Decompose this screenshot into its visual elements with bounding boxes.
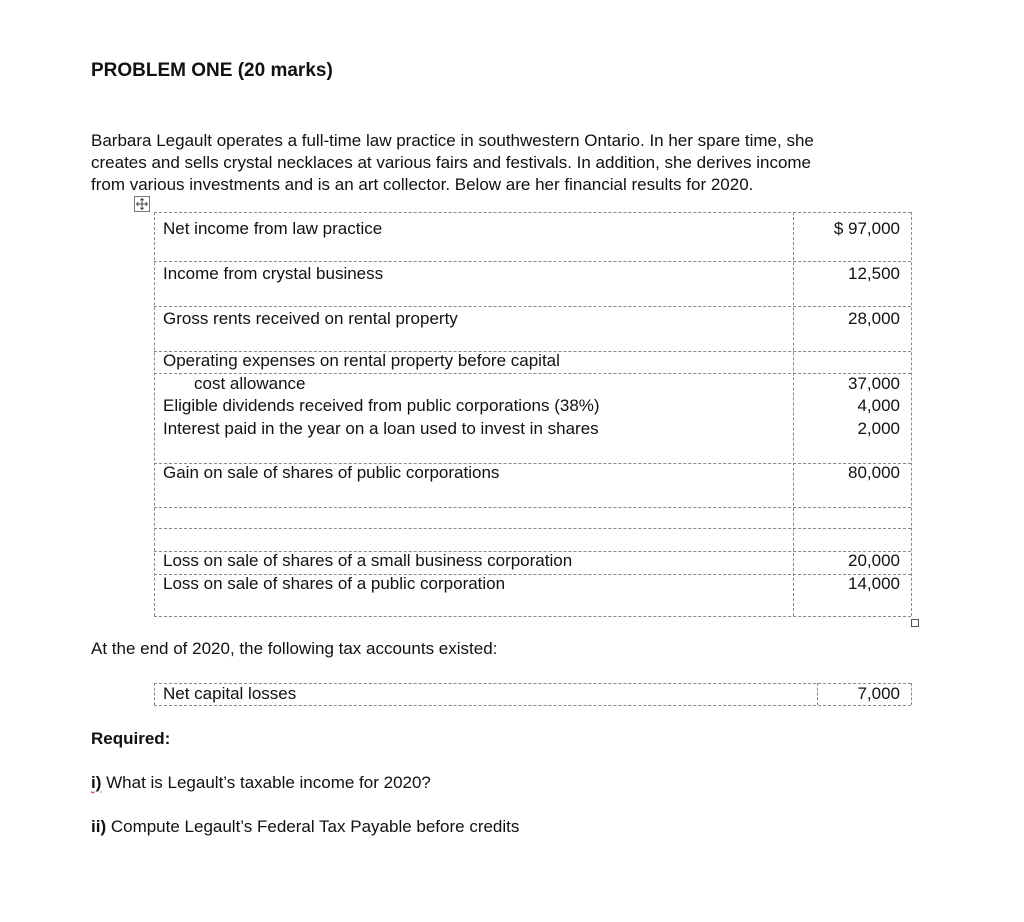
intro-paragraph [91,130,921,196]
table-row-value: 20,000 [848,551,900,570]
table-row-label: Operating expenses on rental property before capital [163,351,560,370]
question-2-text: Compute Legault’s Federal Tax Payable before credits [106,817,520,836]
table-row-label: Eligible dividends received from public corporations (38%) [163,396,600,415]
table-row-label: Gross rents received on rental property [163,309,458,328]
table-row-value: 80,000 [848,463,900,482]
table-row-value: 37,000 [848,374,900,393]
intro-line: Barbara Legault operates a full-time law practice in southwestern Ontario. In her spare time, she [91,131,814,150]
question-1-number: i) [91,773,102,792]
table-row-value: 2,000 [857,419,900,438]
table-resize-handle[interactable] [911,619,919,627]
required-heading: Required: [91,729,171,748]
table-row-label: Income from crystal business [163,264,384,283]
table-row-value: 28,000 [848,309,900,328]
table-row-value: $ 97,000 [833,219,900,238]
table-row-label: Net capital losses [163,684,297,703]
table-row-value: 14,000 [848,574,900,593]
table-row-value: 7,000 [857,684,900,703]
table-row-label-continuation: cost allowance [194,374,306,393]
tax-accounts-intro: At the end of 2020, the following tax accounts existed: [91,639,498,658]
table-row-label: Gain on sale of shares of public corporations [163,463,500,482]
table-row-label: Interest paid in the year on a loan used to invest in shares [163,419,599,438]
table-row-label: Loss on sale of shares of a public corporation [163,574,506,593]
table-row-label: Loss on sale of shares of a small business corporation [163,551,573,570]
table-row-value: 12,500 [848,264,900,283]
move-arrows-icon [136,198,148,210]
question-1 [91,773,431,793]
page-title: PROBLEM ONE (20 marks) [91,60,333,81]
table-move-handle[interactable] [134,196,150,212]
table-row-value: 4,000 [857,396,900,415]
intro-line: from various investments and is an art collector. Below are her financial results for 2020. [91,175,754,194]
question-2-number: ii) [91,817,107,836]
question-1-text: What is Legault’s taxable income for 2020? [101,773,431,792]
intro-line: creates and sells crystal necklaces at various fairs and festivals. In addition, she derives income [91,153,812,172]
question-2 [91,817,519,837]
table-row-label: Net income from law practice [163,219,383,238]
